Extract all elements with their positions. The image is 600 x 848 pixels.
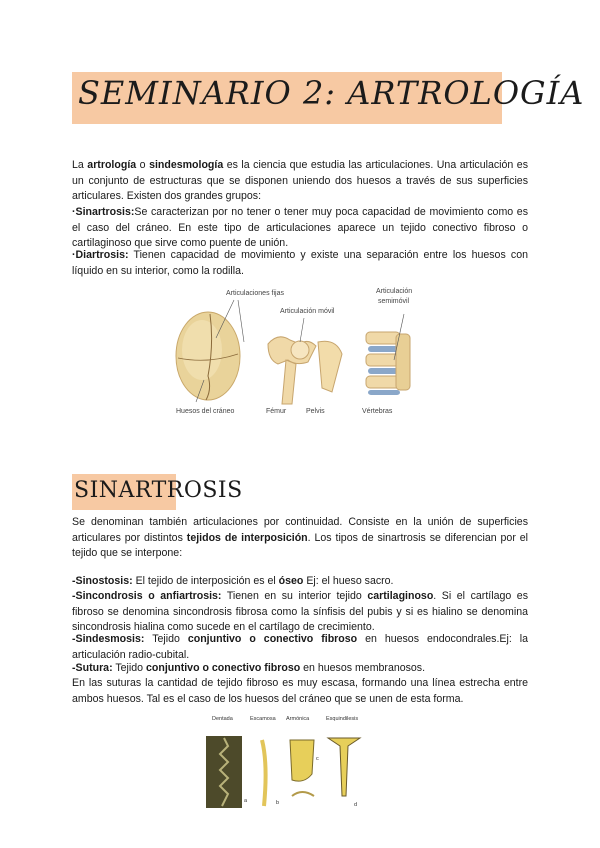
vertebra-1 [366, 332, 400, 344]
armonica-shape [290, 740, 314, 781]
dentada-block [206, 736, 242, 808]
sinartrosis-text: Se caracterizan por no tener o tener muy poca capacidad de movimiento como es el caso del cráneo. En este tipo de articulaciones aparece un tejido conectivo fibroso o cartilaginoso que sirve como puente de unión. [72, 206, 528, 249]
pelvis-shape [318, 341, 342, 392]
sincondrosis-text-a: Tienen en su interior tejido [221, 590, 368, 602]
letter-b: b [276, 800, 280, 806]
sinartrosis-intro-a: Se denominan también articulaciones por continuidad. Consiste en la unión de superficies articulares por distintos [72, 516, 528, 544]
sinostosis-label: -Sinostosis: [72, 575, 133, 587]
term-conjuntivo-sindesmosis: conjuntivo o conectivo fibroso [187, 633, 358, 645]
sutura-text-c: en huesos membranosos. [300, 662, 426, 674]
sinartrosis-intro [72, 515, 528, 562]
term-cartilaginoso: cartilaginoso [367, 590, 434, 602]
sincondrosis-item [72, 589, 528, 636]
sutures-illustration [198, 714, 374, 814]
label-escamosa: Escamosa [250, 716, 276, 722]
sutura-text-a: Tejido [112, 662, 146, 674]
label-femur: Fémur [266, 408, 287, 415]
label-semimovil-2: semimóvil [378, 298, 410, 305]
label-huesos-craneo: Huesos del cráneo [176, 408, 235, 415]
term-sindesmologia: sindesmología [149, 159, 224, 171]
joints-figure [168, 284, 438, 424]
femur-shaft [282, 360, 296, 404]
vertebrae-stack [366, 332, 410, 395]
label-armonica: Armónica [286, 716, 310, 722]
diartrosis-text: Tienen capacidad de movimiento y existe una separación entre los huesos con líquido en su interior, como la rodilla. [72, 249, 528, 277]
armonica-lower [292, 792, 314, 796]
diartrosis-label: ·Diartrosis: [72, 249, 129, 261]
skull-highlight [182, 320, 222, 380]
sinostosis-text-a: El tejido de interposición es el [132, 575, 279, 587]
label-articulaciones-fijas: Articulaciones fijas [226, 290, 284, 297]
sutures-figure [198, 714, 374, 814]
term-conjuntivo-sutura: conjuntivo o conectivo fibroso [145, 662, 301, 674]
sinostosis-text-c: Ej: el hueso sacro. [303, 575, 394, 587]
pointer-movil [300, 318, 304, 342]
intro-paragraph [72, 158, 528, 205]
sinartrosis-intro-c: . Los tipos de sinartrosis se diferencian por el tejido que se interpone: [72, 531, 529, 559]
sinostosis-item [72, 574, 528, 590]
sindesmosis-text-a: Tejido [144, 633, 188, 645]
letter-d: d [354, 802, 358, 808]
term-artrologia: artrología [87, 159, 137, 171]
label-articulacion-movil: Articulación móvil [280, 308, 335, 315]
disc-2 [368, 368, 400, 374]
letter-c: c [316, 756, 319, 762]
label-pelvis: Pelvis [306, 408, 325, 415]
sindesmosis-label: -Sindesmosis: [72, 633, 145, 645]
vertebra-3 [366, 376, 400, 388]
sinartrosis-label: ·Sinartrosis: [72, 206, 135, 218]
pointer-fijas-2 [238, 300, 244, 342]
diartrosis-definition [72, 248, 528, 279]
page-title: SEMINARIO 2: ARTROLOGÍA [78, 74, 585, 112]
sinartrosis-definition [72, 205, 528, 252]
letter-a: a [244, 798, 248, 804]
label-vertebras: Vértebras [362, 408, 393, 415]
escamosa-shape [262, 740, 266, 806]
term-oseo: óseo [278, 575, 304, 587]
sutura-item [72, 661, 528, 677]
intro-text-c: o [136, 159, 150, 171]
section-title: SINARTROSIS [74, 478, 243, 503]
esquindilesis-shape [328, 738, 360, 796]
intro-text-a: La [72, 159, 88, 171]
sincondrosis-text-c: . Si el cartílago es fibroso se denomina sincondrosis fibrosa como la sínfisis del pubis y si es hialino se denomina sincondrosis hialina como sucede en el cartílago de crecimiento. [72, 590, 528, 633]
sindesmosis-item [72, 632, 528, 663]
intro-text-e: es la ciencia que estudia las articulaciones. Una articulación es un conjunto de estructuras que se disponen uniendo dos huesos a través de sus superficies articulares. Existen dos grandes grupos: [72, 159, 528, 202]
label-dentada: Dentada [212, 716, 233, 722]
label-esquindilesis: Esquindilesis [326, 716, 359, 722]
suturas-paragraph: En las suturas la cantidad de tejido fibroso es muy escasa, formando una línea estrecha entre ambos huesos. Tal es el caso de los huesos del cráneo que se unen de esta forma. [72, 677, 528, 705]
sindesmosis-text-c: en huesos endocondrales.Ej: la articulación radio-cubital. [72, 633, 528, 661]
joints-illustration [168, 284, 438, 424]
term-tejidos-interposicion: tejidos de interposición [186, 531, 308, 544]
femur-head [291, 341, 309, 359]
sincondrosis-label: -Sincondrosis o anfiartrosis: [72, 590, 222, 602]
sutura-label: -Sutura: [72, 662, 113, 674]
disc-3 [368, 390, 400, 395]
label-semimovil-1: Articulación [376, 288, 413, 295]
disc-1 [368, 346, 400, 352]
